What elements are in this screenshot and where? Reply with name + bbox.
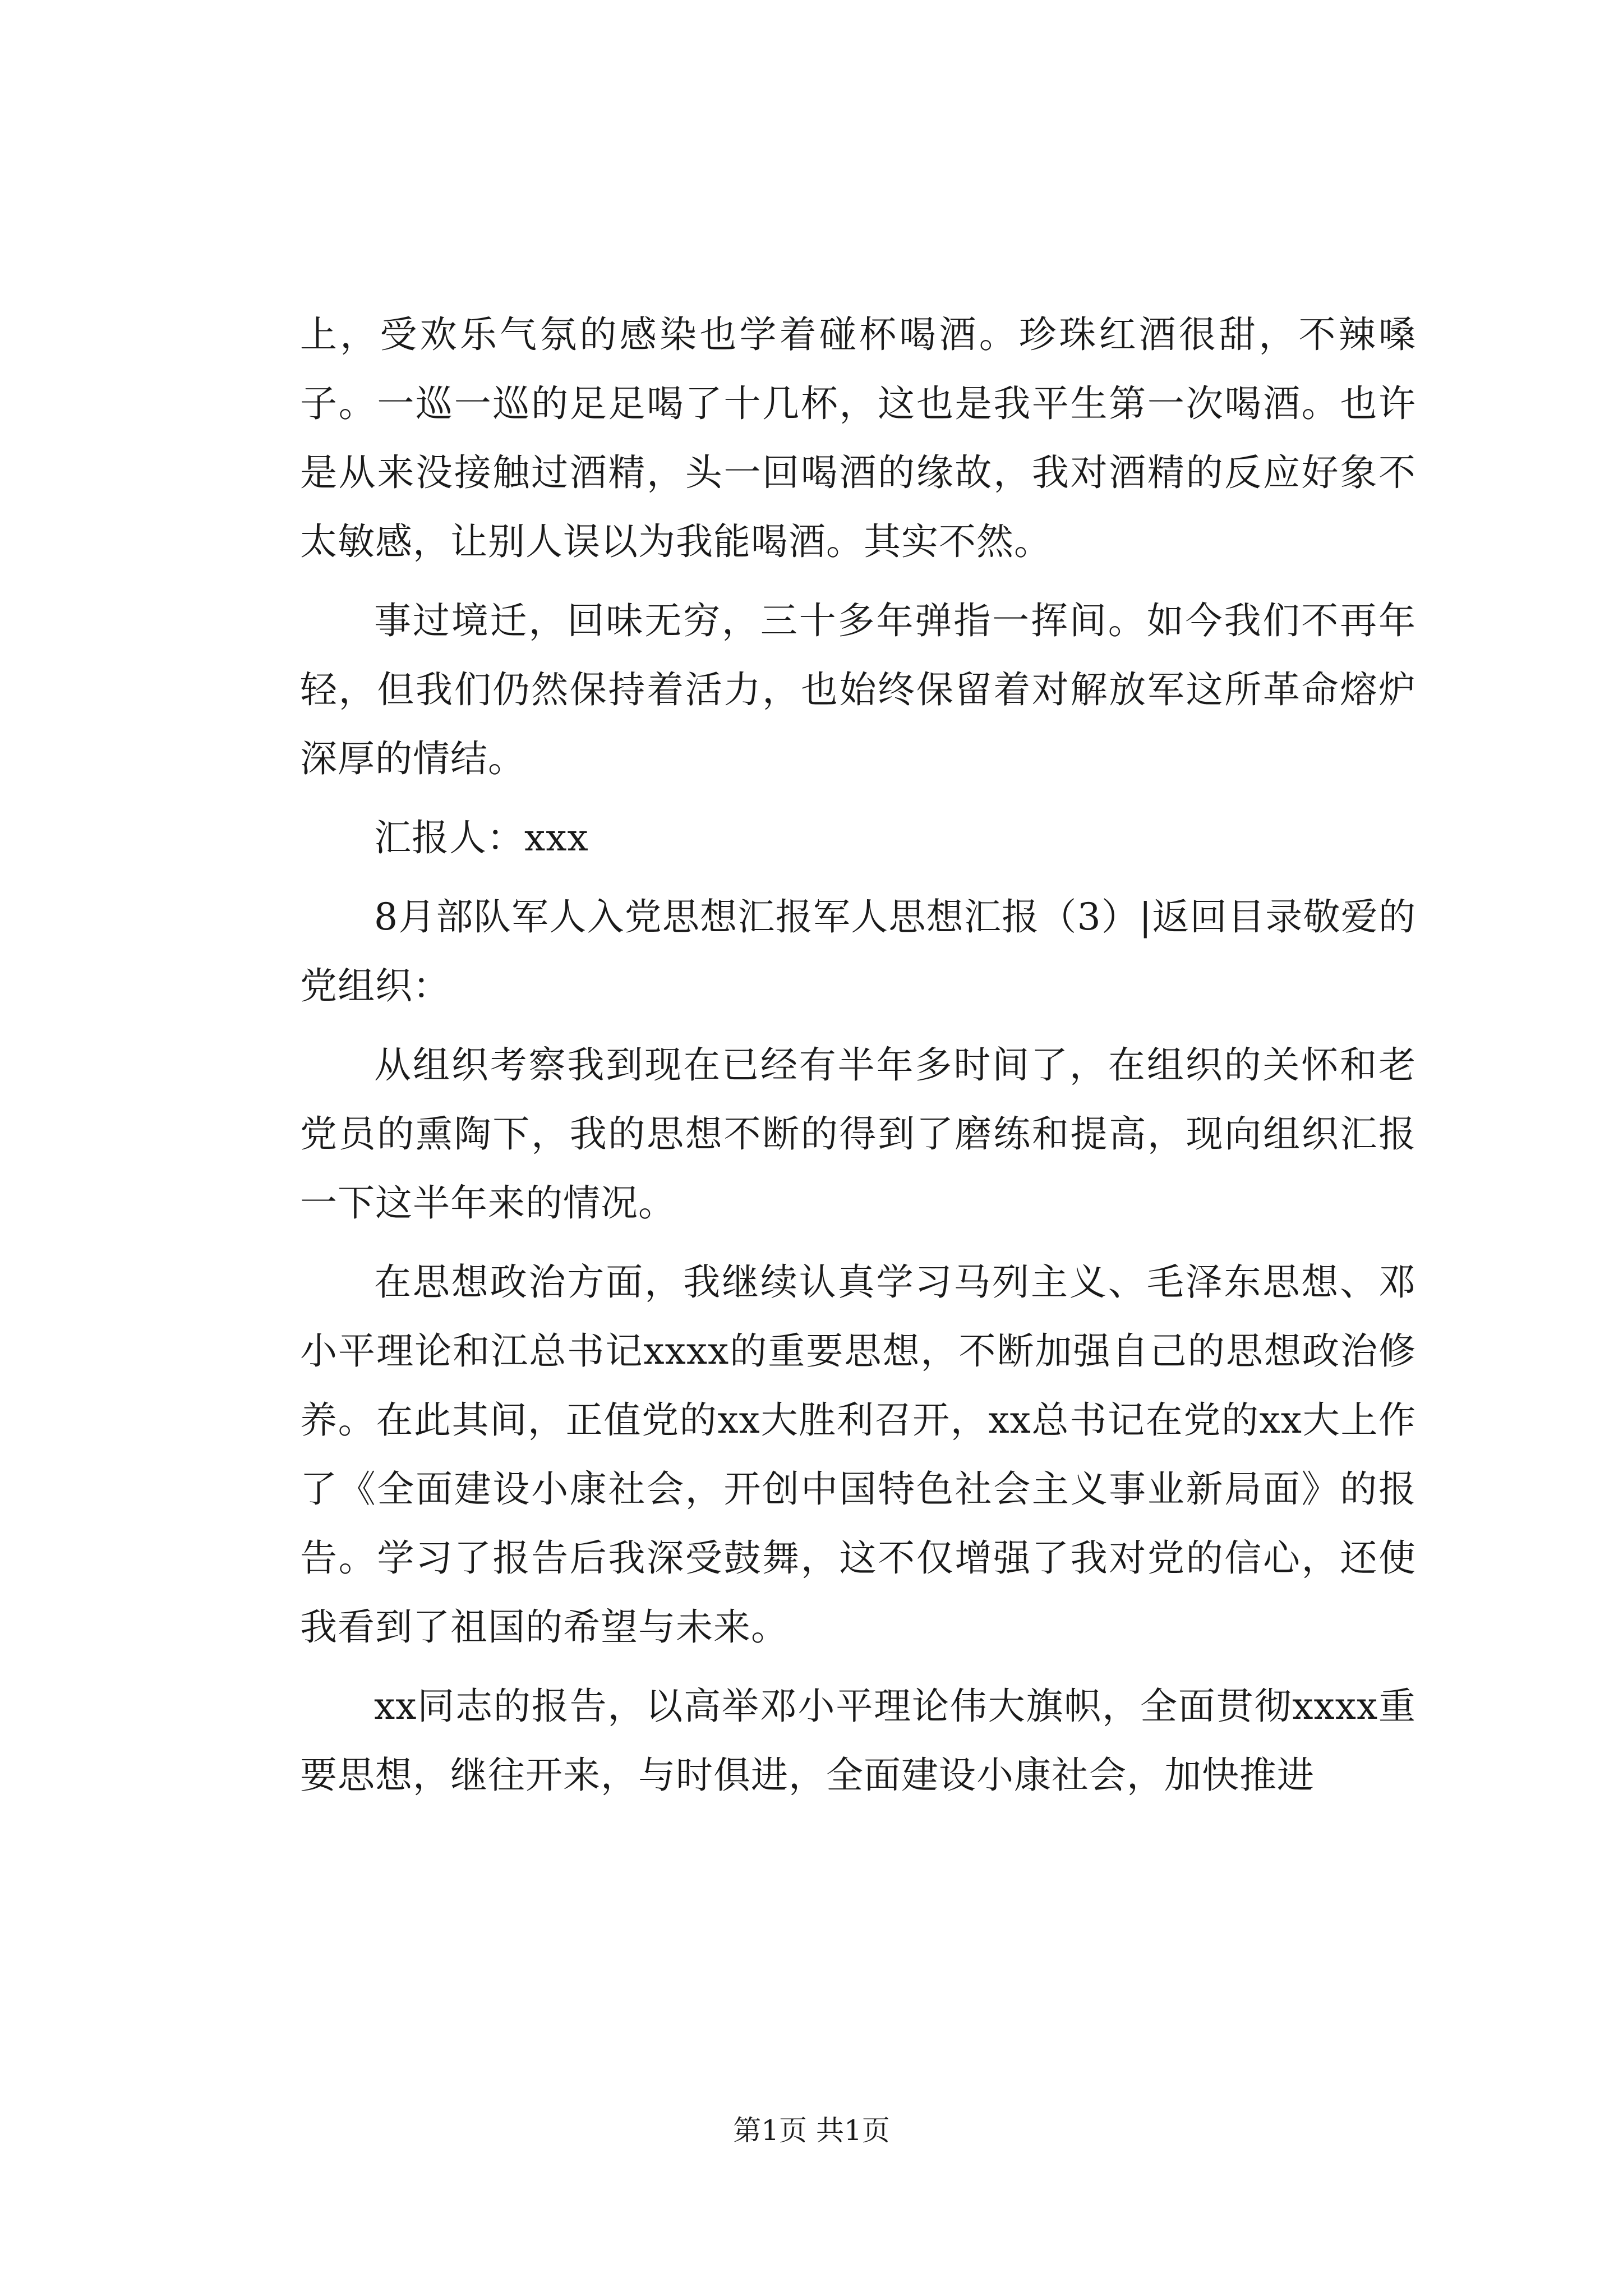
paragraph-5: xx同志的报告，以高举邓小平理论伟大旗帜，全面贯彻xxxx重要思想，继往开来，与时俱进，全面建设小康社会，加快推进: [300, 1685, 1416, 1797]
paragraph-2: 事过境迁，回味无穷，三十多年弹指一挥间。如今我们不再年轻，但我们仍然保持着活力，也始终保留着对解放军这所革命熔炉深厚的情结。: [300, 599, 1416, 780]
document-body: [300, 300, 1416, 1820]
paragraph-3: 从组织考察我到现在已经有半年多时间了，在组织的关怀和老党员的熏陶下，我的思想不断的得到了磨练和提高，现向组织汇报一下这半年来的情况。: [300, 1043, 1416, 1225]
page-footer: 第1页 共1页: [733, 2114, 890, 2147]
paragraph-1: 上，受欢乐气氛的感染也学着碰杯喝酒。珍珠红酒很甜，不辣嗓子。一巡一巡的足足喝了十几杯，这也是我平生第一次喝酒。也许是从来没接触过酒精，头一回喝酒的缘故，我对酒精的反应好象不太敏感，让别人误以为我能喝酒。其实不然。: [300, 313, 1416, 563]
reporter-line: 汇报人：xxx: [374, 816, 589, 859]
section-heading: 8月部队军人入党思想汇报军人思想汇报（3）|返回目录敬爱的党组织：: [300, 895, 1416, 1007]
paragraph-4: 在思想政治方面，我继续认真学习马列主义、毛泽东思想、邓小平理论和江总书记xxxx的重要思想，不断加强自己的思想政治修养。在此其间，正值党的xx大胜利召开，xx总书记在党的xx大上作了《全面建设小康社会，开创中国特色社会主义事业新局面》的报告。学习了报告后我深受鼓舞，这不仅增强了我对党的信心，还使我看到了祖国的希望与未来。: [300, 1260, 1416, 1649]
